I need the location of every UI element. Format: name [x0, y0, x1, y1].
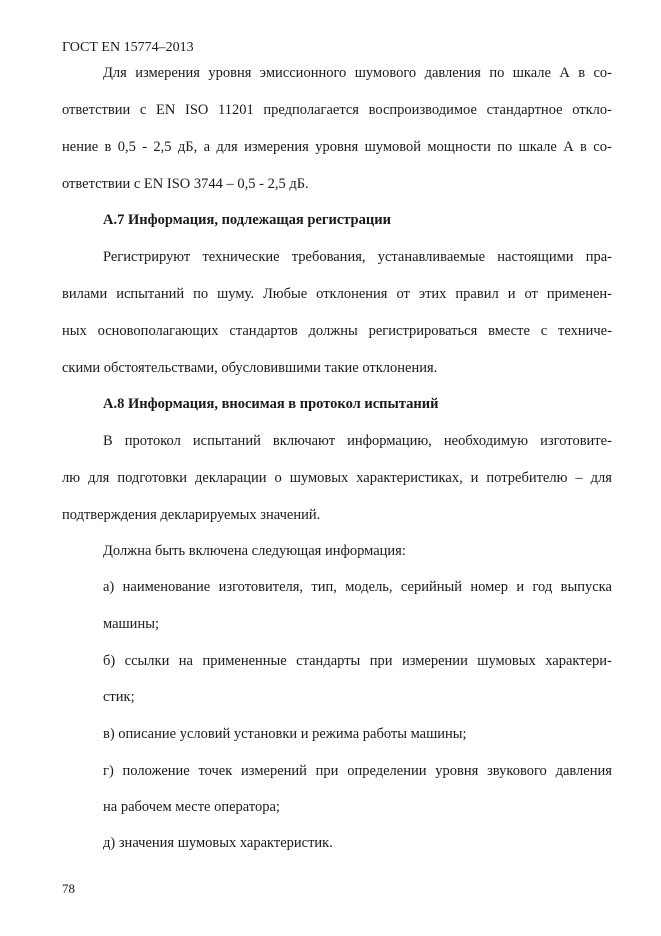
document-header: ГОСТ EN 15774–2013	[62, 40, 194, 55]
paragraph-line: скими обстоятельствами, обусловившими такие отклонения.	[62, 360, 438, 376]
paragraph-line: В протокол испытаний включают информацию, необходимую изготовите-	[103, 433, 612, 449]
list-item-e: д) значения шумовых характеристик.	[103, 835, 333, 851]
paragraph-line: ответствии с EN ISO 11201 предполагается воспроизводимое стандартное откло-	[62, 102, 612, 118]
list-item-d: г) положение точек измерений при определении уровня звукового давления	[103, 763, 612, 779]
paragraph-line: вилами испытаний по шуму. Любые отклонения от этих правил и от применен-	[62, 286, 612, 302]
paragraph-line: Регистрируют технические требования, устанавливаемые настоящими пра-	[103, 249, 612, 265]
list-item-b-continued: стик;	[103, 689, 135, 705]
list-item-b: б) ссылки на примененные стандарты при измерении шумовых характери-	[103, 653, 612, 669]
page-number: 78	[62, 881, 75, 896]
paragraph-line: нение в 0,5 - 2,5 дБ, а для измерения уровня шумовой мощности по шкале А в со-	[62, 139, 612, 155]
paragraph-line: ответствии с EN ISO 3744 – 0,5 - 2,5 дБ.	[62, 176, 309, 192]
list-item-d-continued: на рабочем месте оператора;	[103, 799, 280, 815]
paragraph-line: ных основополагающих стандартов должны регистрироваться вместе с техниче-	[62, 323, 612, 339]
list-item-a: а) наименование изготовителя, тип, модель, серийный номер и год выпуска	[103, 579, 612, 595]
section-heading-a7: А.7 Информация, подлежащая регистрации	[103, 212, 391, 228]
list-item-a-continued: машины;	[103, 616, 159, 632]
paragraph-line: Должна быть включена следующая информация:	[103, 543, 406, 559]
list-item-c: в) описание условий установки и режима работы машины;	[103, 726, 467, 742]
paragraph-line: Для измерения уровня эмиссионного шумового давления по шкале А в со-	[103, 65, 612, 81]
section-heading-a8: А.8 Информация, вносимая в протокол испытаний	[103, 396, 439, 412]
paragraph-line: подтверждения декларируемых значений.	[62, 507, 321, 523]
paragraph-line: лю для подготовки декларации о шумовых характеристиках, и потребителю – для	[62, 470, 612, 486]
